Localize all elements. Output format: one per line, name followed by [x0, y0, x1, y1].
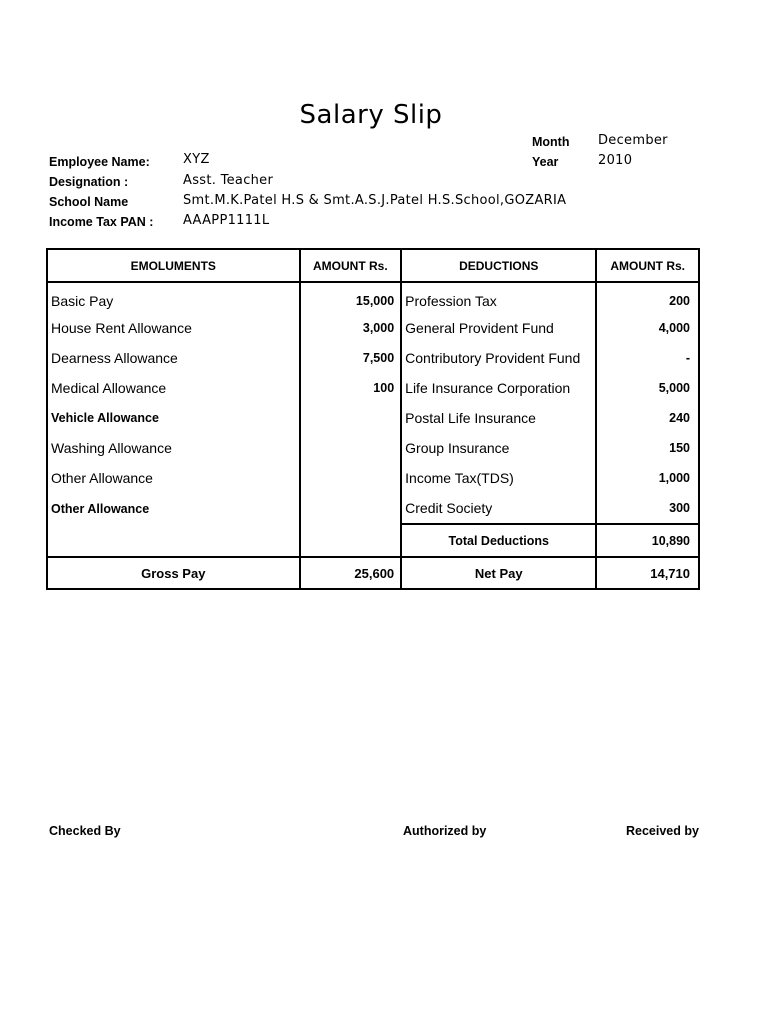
emolument-amount: [300, 493, 402, 524]
table-header-row: [47, 249, 699, 282]
year-label: Year: [532, 155, 559, 169]
school-name-value: Smt.M.K.Patel H.S & Smt.A.S.J.Patel H.S.School,GOZARIA: [183, 193, 567, 208]
emolument-label: Dearness Allowance: [47, 343, 300, 373]
emolument-label: House Rent Allowance: [47, 313, 300, 343]
salary-table: [46, 248, 700, 590]
gross-pay-value: 25,600: [300, 557, 402, 589]
table-row: [47, 493, 699, 524]
designation-value: Asst. Teacher: [183, 173, 274, 188]
table-row: [47, 343, 699, 373]
total-deductions-label: Total Deductions: [401, 524, 596, 557]
deduction-amount: 4,000: [596, 313, 699, 343]
pan-label: Income Tax PAN :: [49, 215, 154, 229]
month-label: Month: [532, 135, 570, 149]
summary-row: [47, 557, 699, 589]
emolument-amount: [300, 403, 402, 433]
header-emoluments: EMOLUMENTS: [47, 249, 300, 282]
deduction-amount: 150: [596, 433, 699, 463]
authorized-by-label: Authorized by: [403, 824, 487, 838]
emolument-amount: 100: [300, 373, 402, 403]
deduction-label: Income Tax(TDS): [401, 463, 596, 493]
total-deductions-value: 10,890: [596, 524, 699, 557]
net-pay-label: Net Pay: [401, 557, 596, 589]
pan-value: AAAPP1111L: [183, 213, 270, 228]
deduction-amount: 1,000: [596, 463, 699, 493]
emolument-label: Vehicle Allowance: [47, 403, 300, 433]
table-row: [47, 313, 699, 343]
checked-by-label: Checked By: [49, 824, 121, 838]
employee-name-label: Employee Name:: [49, 155, 150, 169]
header-deductions: DEDUCTIONS: [401, 249, 596, 282]
emolument-amount: 3,000: [300, 313, 402, 343]
deduction-label: Postal Life Insurance: [401, 403, 596, 433]
total-deductions-row: [47, 524, 699, 557]
table-row: [47, 282, 699, 313]
emolument-label: Medical Allowance: [47, 373, 300, 403]
emolument-label: Basic Pay: [47, 282, 300, 313]
designation-label: Designation :: [49, 175, 129, 189]
school-name-label: School Name: [49, 195, 129, 209]
received-by-label: Received by: [626, 824, 699, 838]
deduction-label: Contributory Provident Fund: [401, 343, 596, 373]
header-emoluments-amount: AMOUNT Rs.: [300, 249, 402, 282]
page-title: Salary Slip: [299, 100, 443, 130]
deduction-label: General Provident Fund: [401, 313, 596, 343]
table-row: [47, 373, 699, 403]
emolument-label: Washing Allowance: [47, 433, 300, 463]
gross-pay-label: Gross Pay: [47, 557, 300, 589]
emolument-amount: 7,500: [300, 343, 402, 373]
table-row: [47, 403, 699, 433]
deduction-amount: 200: [596, 282, 699, 313]
emolument-label: Other Allowance: [47, 463, 300, 493]
year-value: 2010: [598, 153, 633, 168]
net-pay-value: 14,710: [596, 557, 699, 589]
emolument-label: Other Allowance: [47, 493, 300, 524]
deduction-label: Profession Tax: [401, 282, 596, 313]
month-value: December: [598, 133, 668, 148]
employee-name-value: XYZ: [183, 152, 210, 167]
header-deductions-amount: AMOUNT Rs.: [596, 249, 699, 282]
deduction-label: Group Insurance: [401, 433, 596, 463]
emolument-amount: [300, 433, 402, 463]
emolument-amount: [300, 463, 402, 493]
deduction-amount: -: [596, 343, 699, 373]
table-row: [47, 433, 699, 463]
emolument-amount: 15,000: [300, 282, 402, 313]
deduction-label: Credit Society: [401, 493, 596, 524]
table-row: [47, 463, 699, 493]
deduction-label: Life Insurance Corporation: [401, 373, 596, 403]
deduction-amount: 300: [596, 493, 699, 524]
deduction-amount: 5,000: [596, 373, 699, 403]
deduction-amount: 240: [596, 403, 699, 433]
